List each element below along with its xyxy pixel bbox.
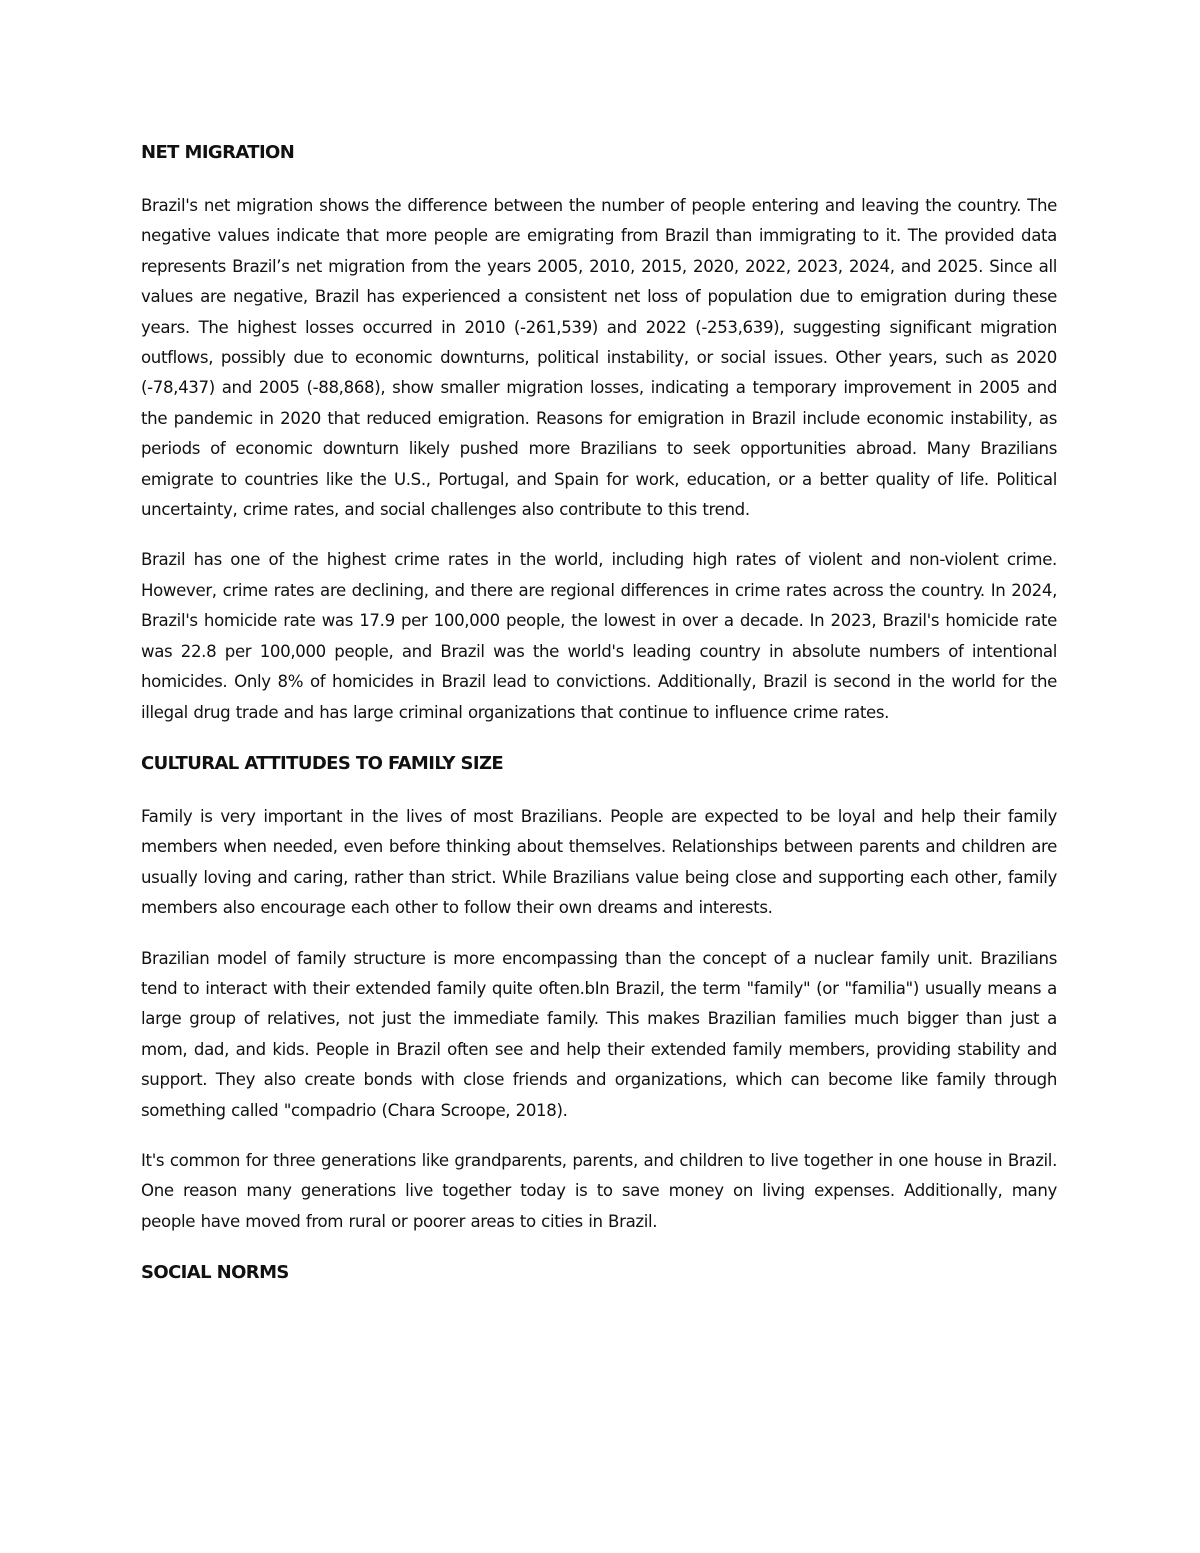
paragraph-multigenerational: It's common for three generations like grandparents, parents, and children to live together in one house in Brazil. One reason many generations live together today is to save money on living expenses. Additionally, many people have moved from rural or poorer areas to cities in Brazil. bbox=[141, 1150, 1057, 1231]
paragraph-family-importance: Family is very important in the lives of most Brazilians. People are expected to be loyal and help their family members when needed, even before thinking about themselves. Relationships between parents and children are usually loving and caring, rather than strict. While Brazilians value being close and supporting each other, family members also encourage each other to follow their own dreams and interests. bbox=[141, 806, 1057, 918]
paragraph-family-structure: Brazilian model of family structure is more encompassing than the concept of a nuclear family unit. Brazilians tend to interact with their extended family quite often.bIn Brazil, the term "family" (or "familia") usually means a large group of relatives, not just the immediate family. This makes Brazilian families much bigger than just a mom, dad, and kids. People in Brazil often see and help their extended family members, providing stability and support. They also create bonds with close friends and organizations, which can become like family through something called "compadrio (Chara Scroope, 2018). bbox=[141, 948, 1057, 1120]
section-heading-net-migration: NET MIGRATION bbox=[141, 142, 295, 163]
document-body bbox=[141, 138, 1057, 1311]
section-heading-social-norms: SOCIAL NORMS bbox=[141, 1262, 289, 1284]
paragraph-net-migration-overview: Brazil's net migration shows the difference between the number of people entering and leaving the country. The negative values indicate that more people are emigrating from Brazil than immigrating to it. The provided data represents Brazil’s net migration from the years 2005, 2010, 2015, 2020, 2022, 2023, 2024, and 2025. Since all values are negative, Brazil has experienced a consistent net loss of population due to emigration during these years. The highest losses occurred in 2010 (-261,539) and 2022 (-253,639), suggesting significant migration outflows, possibly due to economic downturns, political instability, or social issues. Other years, such as 2020 (-78,437) and 2005 (-88,868), show smaller migration losses, indicating a temporary improvement in 2005 and the pandemic in 2020 that reduced emigration. Reasons for emigration in Brazil include economic instability, as periods of economic downturn likely pushed more Brazilians to seek opportunities abroad. Many Brazilians emigrate to countries like the U.S., Portugal, and Spain for work, education, or a better quality of life. Political uncertainty, crime rates, and social challenges also contribute to this trend. bbox=[141, 196, 1057, 520]
paragraph-crime-rates: Brazil has one of the highest crime rates in the world, including high rates of violent and non-violent crime. However, crime rates are declining, and there are regional differences in crime rates across the country. In 2024, Brazil's homicide rate was 17.9 per 100,000 people, the lowest in over a decade. In 2023, Brazil's homicide rate was 22.8 per 100,000 people, and Brazil was the world's leading country in absolute numbers of intentional homicides. Only 8% of homicides in Brazil lead to convictions. Additionally, Brazil is second in the world for the illegal drug trade and has large criminal organizations that continue to influence crime rates. bbox=[141, 550, 1057, 722]
section-heading-family-size: CULTURAL ATTITUDES TO FAMILY SIZE bbox=[141, 752, 504, 774]
